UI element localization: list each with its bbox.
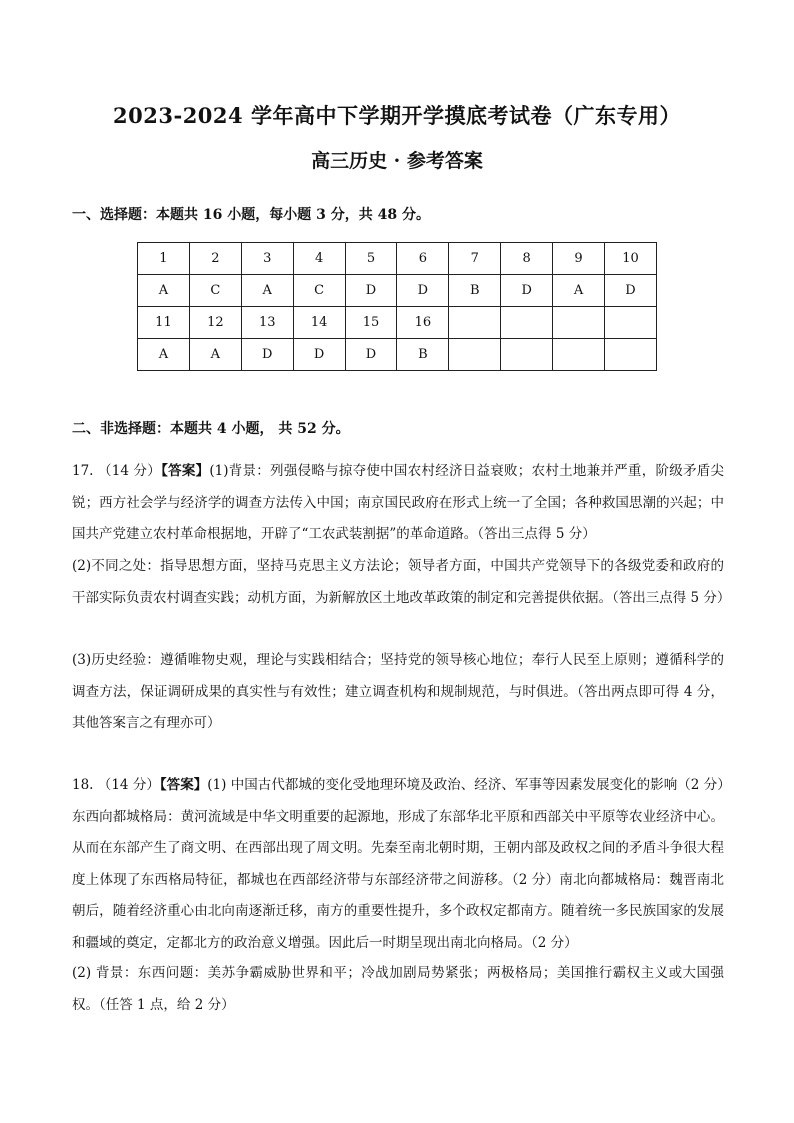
answer-table-cell: D — [345, 339, 397, 371]
answer-table-cell: 14 — [293, 307, 345, 339]
section-2-heading: 二、非选择题：本题共 4 小题， 共 52 分。 — [72, 421, 350, 437]
answer-table-cell — [553, 307, 605, 339]
answer-table-cell: D — [605, 275, 657, 307]
answer-table-cell: 2 — [189, 243, 241, 275]
answer-table-cell: A — [189, 339, 241, 371]
answer-table-cell: 13 — [241, 307, 293, 339]
answer-table-cell: 4 — [293, 243, 345, 275]
answer-table-cell: 6 — [397, 243, 449, 275]
q18-part1-text: (1) 中国古代都城的变化受地理环境及政治、经济、军事等因素发展变化的影响（2 分）东西向都城格局：黄河流域是中华文明重要的起源地，形成了东部华北平原和西部关中平原等农业经济中心。从而在东部产生了商文明、在西部出现了周文明。先秦至南北朝时期，王朝内部及政权之间的矛盾斗争很大程度上体现了东西格局特征，都城也在西部经济带与东部经济带之间游移。（2 分）南北向都城格局：魏晋南北朝后，随着经济重心由北向南逐渐迁移，南方的重要性提升，多个政权定都南方。随着统一多民族国家的发展和疆域的奠定，定都北方的政治意义增强。因此后一时期呈现出南北向格局。（2 分） — [72, 777, 725, 951]
answer-table-cell — [449, 307, 501, 339]
q18-number: 18. （14 分） — [72, 777, 160, 793]
answer-table-cell: 15 — [345, 307, 397, 339]
answer-table-cell — [605, 307, 657, 339]
answer-table-cell: D — [397, 275, 449, 307]
q17-answer-part3: (3)历史经验：遵循唯物史观，理论与实践相结合；坚持党的领导核心地位；奉行人民至上原则；遵循科学的调查方法，保证调研成果的真实性与有效性；建立调查机构和规制规范，与时俱进。（答出两点即可得 4 分，其他答案言之有理亦可） — [72, 652, 724, 731]
answer-table-cell: 11 — [138, 307, 190, 339]
answer-table-cell: 9 — [553, 243, 605, 275]
q17-answer-part1 — [72, 456, 724, 551]
answer-table-cell — [449, 339, 501, 371]
answer-table-cell: B — [397, 339, 449, 371]
answer-table-cell: 16 — [397, 307, 449, 339]
answer-table-cell: 1 — [138, 243, 190, 275]
answer-table-cell: 8 — [501, 243, 553, 275]
q17-answer-part2: (2)不同之处：指导思想方面，坚持马克思主义方法论；领导者方面，中国共产党领导下的各级党委和政府的干部实际负责农村调查实践；动机方面，为新解放区土地改革政策的制定和完善提供依据。（答出三点得 5 分） — [72, 558, 731, 606]
answer-table-row — [138, 339, 657, 371]
page-title: 2023-2024 学年高中下学期开学摸底考试卷（广东专用） — [113, 103, 681, 128]
answer-table-cell: 5 — [345, 243, 397, 275]
answer-table-cell: A — [138, 339, 190, 371]
q18-answer-part1 — [72, 770, 724, 959]
answer-table-cell: C — [293, 275, 345, 307]
answer-table-cell — [501, 307, 553, 339]
answer-table-cell: D — [345, 275, 397, 307]
answer-table-row — [138, 243, 657, 275]
answer-table-cell: A — [241, 275, 293, 307]
q17-answer-tag: 【答案】 — [161, 463, 210, 479]
q17-part1-text: (1)背景：列强侵略与掠夺使中国农村经济日益衰败；农村土地兼并严重，阶级矛盾尖锐；西方社会学与经济学的调查方法传入中国；南京国民政府在形式上统一了全国；各种救国思潮的兴起；中国共产党建立农村革命根据地，开辟了“工农武装割据”的革命道路。（答出三点得 5 分） — [72, 463, 725, 542]
section-1-heading: 一、选择题：本题共 16 小题，每小题 3 分，共 48 分。 — [72, 207, 430, 223]
q18-answer-part2: (2) 背景：东西问题：美苏争霸威胁世界和平；冷战加剧局势紧张；两极格局；美国推行霸权主义或大国强权。（任答 1 点，给 2 分） — [72, 965, 724, 1013]
answer-table-cell: D — [241, 339, 293, 371]
answer-table-cell — [501, 339, 553, 371]
answer-table-cell: D — [293, 339, 345, 371]
answer-table-cell: 7 — [449, 243, 501, 275]
answer-table-cell: 3 — [241, 243, 293, 275]
answer-table-cell: 12 — [189, 307, 241, 339]
answer-table-cell — [605, 339, 657, 371]
answer-table-cell: C — [189, 275, 241, 307]
answer-table — [137, 242, 657, 371]
answer-table-row — [138, 275, 657, 307]
page-subtitle: 高三历史 · 参考答案 — [311, 150, 483, 172]
answer-table-row — [138, 307, 657, 339]
answer-table-cell — [553, 339, 605, 371]
answer-table-cell: 10 — [605, 243, 657, 275]
answer-table-cell: B — [449, 275, 501, 307]
q17-number: 17. （14 分） — [72, 463, 162, 479]
answer-table-cell: D — [501, 275, 553, 307]
answer-table-cell: A — [553, 275, 605, 307]
answer-table-cell: A — [138, 275, 190, 307]
q18-answer-tag: 【答案】 — [159, 777, 208, 793]
